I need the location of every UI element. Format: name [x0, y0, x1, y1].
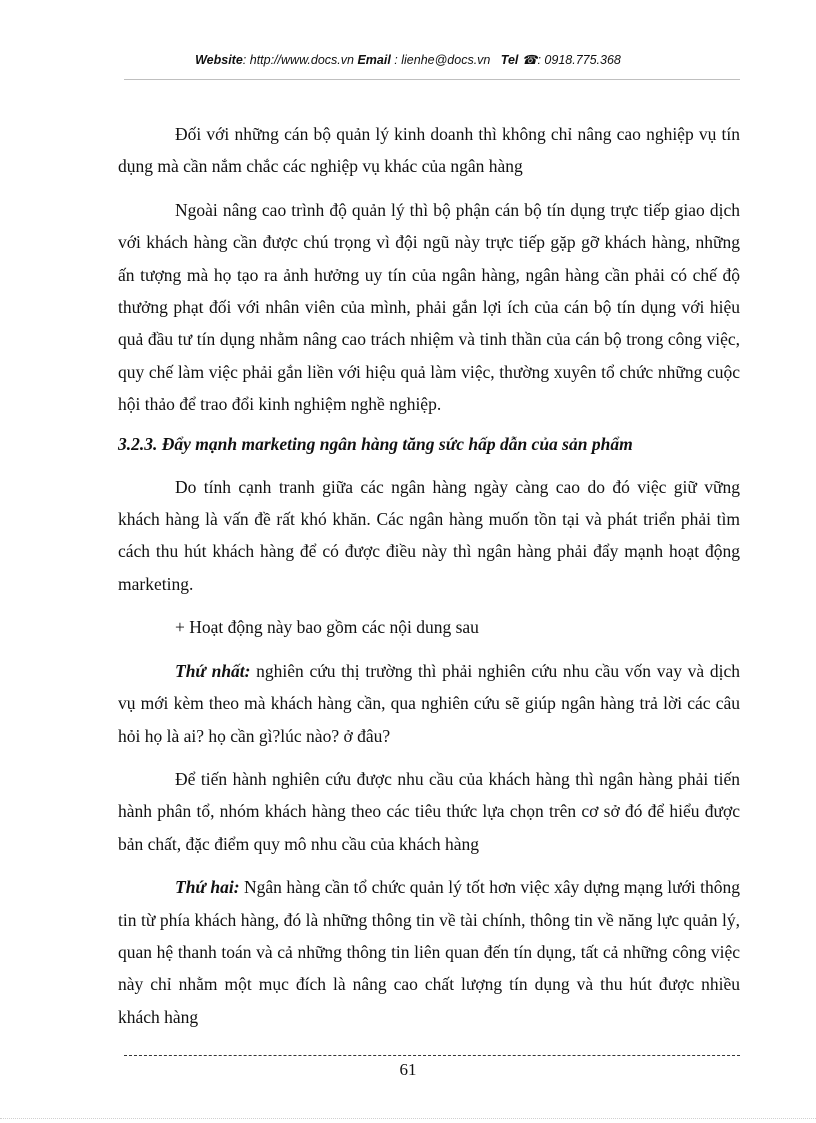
paragraph-7-text: Ngân hàng cần tổ chức quản lý tốt hơn việc xây dựng mạng lưới thông tin từ phía khách hàng, đó là những thông tin về tài chính, thông tin về năng lực quản lý, quan hệ thanh toán và cả những thông tin liên quan đến tín dụng, tất cả những công việc này chỉ nhằm một mục đích là nâng cao chất lượng tín dụng và thu hút được nhiều khách hàng: [118, 877, 740, 1027]
header-divider: [124, 79, 740, 80]
paragraph-3: Do tính cạnh tranh giữa các ngân hàng ngày càng cao do đó việc giữ vững khách hàng là vấn đề rất khó khăn. Các ngân hàng muốn tồn tại và phát triển phải tìm cách thu hút khách hàng để có được điều này thì ngân hàng phải đẩy mạnh hoạt động marketing.: [118, 476, 740, 594]
paragraph-5-lead: Thứ nhất:: [175, 660, 251, 681]
website-label: Website: [195, 53, 243, 67]
phone-icon: ☎: [521, 53, 538, 67]
page-bottom-border: [0, 1118, 816, 1119]
page-header: [0, 52, 816, 67]
email-label: Email: [357, 53, 391, 67]
page-number: 61: [399, 1060, 417, 1079]
paragraph-2: Ngoài nâng cao trình độ quản lý thì bộ phận cán bộ tín dụng trực tiếp giao dịch với khách hàng cần được chú trọng vì đội ngũ này trực tiếp gặp gỡ khách hàng, những ấn tượng mà họ tạo ra ảnh hưởng uy tín của ngân hàng, ngân hàng cần phải có chế độ thưởng phạt đối với nhân viên của mình, phải gắn lợi ích của cán bộ tín dụng với hiệu quả đầu tư tín dụng nhằm nâng cao trách nhiệm và tinh thần của cán bộ trong công việc, quy chế làm việc phải gắn liền với hiệu quả làm việc, thường xuyên tổ chức những cuộc hội thảo để trao đổi kinh nghiệm nghề nghiệp.: [118, 199, 740, 415]
paragraph-6: Để tiến hành nghiên cứu được nhu cầu của khách hàng thì ngân hàng phải tiến hành phân tổ, nhóm khách hàng theo các tiêu thức lựa chọn trên cơ sở đó để hiểu được bản chất, đặc điểm quy mô nhu cầu của khách hàng: [118, 768, 740, 854]
paragraph-1: Đối với những cán bộ quản lý kinh doanh thì không chỉ nâng cao nghiệp vụ tín dụng mà cần nắm chắc các nghiệp vụ khác của ngân hàng: [118, 124, 740, 177]
footer-divider: [124, 1055, 740, 1056]
tel-value: : 0918.775.368: [537, 53, 621, 67]
paragraph-5: [118, 655, 740, 752]
website-value: : http://www.docs.vn: [242, 53, 354, 67]
paragraph-7: [118, 871, 740, 1033]
paragraph-7-lead: Thứ hai:: [175, 877, 240, 898]
email-value: : lienhe@docs.vn: [394, 53, 491, 67]
paragraph-5-text: nghiên cứu thị trường thì phải nghiên cứu nhu cầu vốn vay và dịch vụ mới kèm theo mà khách hàng cần, qua nghiên cứu sẽ giúp ngân hàng trả lời các câu hỏi họ là ai? họ cần gì?lúc nào? ở đâu?: [118, 660, 741, 746]
section-heading: 3.2.3. Đẩy mạnh marketing ngân hàng tăng sức hấp dẫn của sản phẩm: [118, 433, 633, 454]
document-body: [118, 118, 740, 1033]
paragraph-4: + Hoạt động này bao gồm các nội dung sau: [175, 617, 479, 638]
tel-label: Tel: [500, 53, 519, 67]
